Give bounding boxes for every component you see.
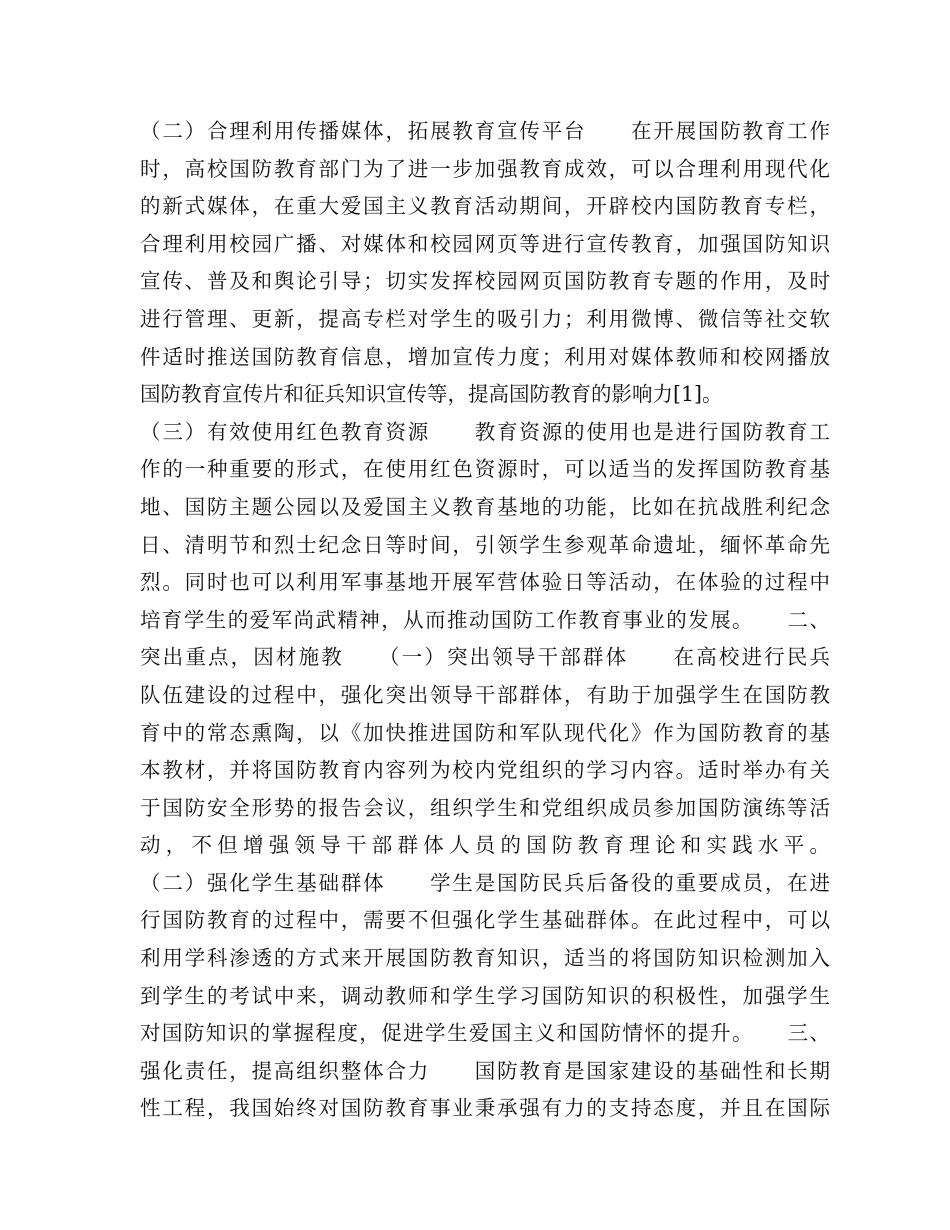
text-line: 日、清明节和烈士纪念日等时间，引领学生参观革命遗址，缅怀革命先 (140, 532, 830, 557)
text-line: 于国防安全形势的报告会议，组织学生和党组织成员参加国防演练等活 (140, 795, 830, 820)
text-line: 动，不但增强领导干部群体人员的国防教育理论和实践水平。 (140, 833, 830, 858)
text-line: 对国防知识的掌握程度，促进学生爱国主义和国防情怀的提升。 三、 (140, 1021, 830, 1046)
text-line: 育中的常态熏陶，以《加快推进国防和军队现代化》作为国防教育的基 (140, 720, 830, 745)
text-line: 的新式媒体，在重大爱国主义教育活动期间，开辟校内国防教育专栏， (140, 194, 830, 219)
text-line: 行国防教育的过程中，需要不但强化学生基础群体。在此过程中，可以 (140, 908, 830, 933)
text-line: 队伍建设的过程中，强化突出领导干部群体，有助于加强学生在国防教 (140, 682, 830, 707)
text-line: （二）强化学生基础群体 学生是国防民兵后备役的重要成员，在进 (140, 870, 830, 895)
text-line: 地、国防主题公园以及爱国主义教育基地的功能，比如在抗战胜利纪念 (140, 494, 830, 519)
text-line: 时，高校国防教育部门为了进一步加强教育成效，可以合理利用现代化 (140, 156, 830, 181)
text-line: 烈。同时也可以利用军事基地开展军营体验日等活动，在体验的过程中 (140, 570, 830, 595)
text-line: 进行管理、更新，提高专栏对学生的吸引力；利用微博、微信等社交软 (140, 306, 830, 331)
text-line: 作的一种重要的形式，在使用红色资源时，可以适当的发挥国防教育基 (140, 457, 830, 482)
text-line: 强化责任，提高组织整体合力 国防教育是国家建设的基础性和长期 (140, 1058, 830, 1083)
text-line: 合理利用校园广播、对媒体和校园网页等进行宣传教育，加强国防知识 (140, 231, 830, 256)
text-line: 利用学科渗透的方式来开展国防教育知识，适当的将国防知识检测加入 (140, 946, 830, 971)
text-line: 性工程，我国始终对国防教育事业秉承强有力的支持态度，并且在国际 (140, 1096, 830, 1121)
text-line: 本教材，并将国防教育内容列为校内党组织的学习内容。适时举办有关 (140, 758, 830, 783)
text-line: （三）有效使用红色教育资源 教育资源的使用也是进行国防教育工 (140, 419, 830, 444)
text-line: 宣传、普及和舆论引导；切实发挥校园网页国防教育专题的作用，及时 (140, 269, 830, 294)
text-line: 培育学生的爱军尚武精神，从而推动国防工作教育事业的发展。 二、 (140, 607, 830, 632)
text-line: 突出重点，因材施教 （一）突出领导干部群体 在高校进行民兵 (140, 645, 830, 670)
text-line: 国防教育宣传片和征兵知识宣传等，提高国防教育的影响力[1]。 (140, 382, 723, 407)
text-line: 件适时推送国防教育信息，增加宣传力度；利用对媒体教师和校网播放 (140, 344, 830, 369)
text-line: （二）合理利用传播媒体，拓展教育宣传平台 在开展国防教育工作 (140, 119, 830, 143)
body-text (140, 113, 830, 1128)
text-line: 到学生的考试中来，调动教师和学生学习国防知识的积极性，加强学生 (140, 983, 830, 1008)
